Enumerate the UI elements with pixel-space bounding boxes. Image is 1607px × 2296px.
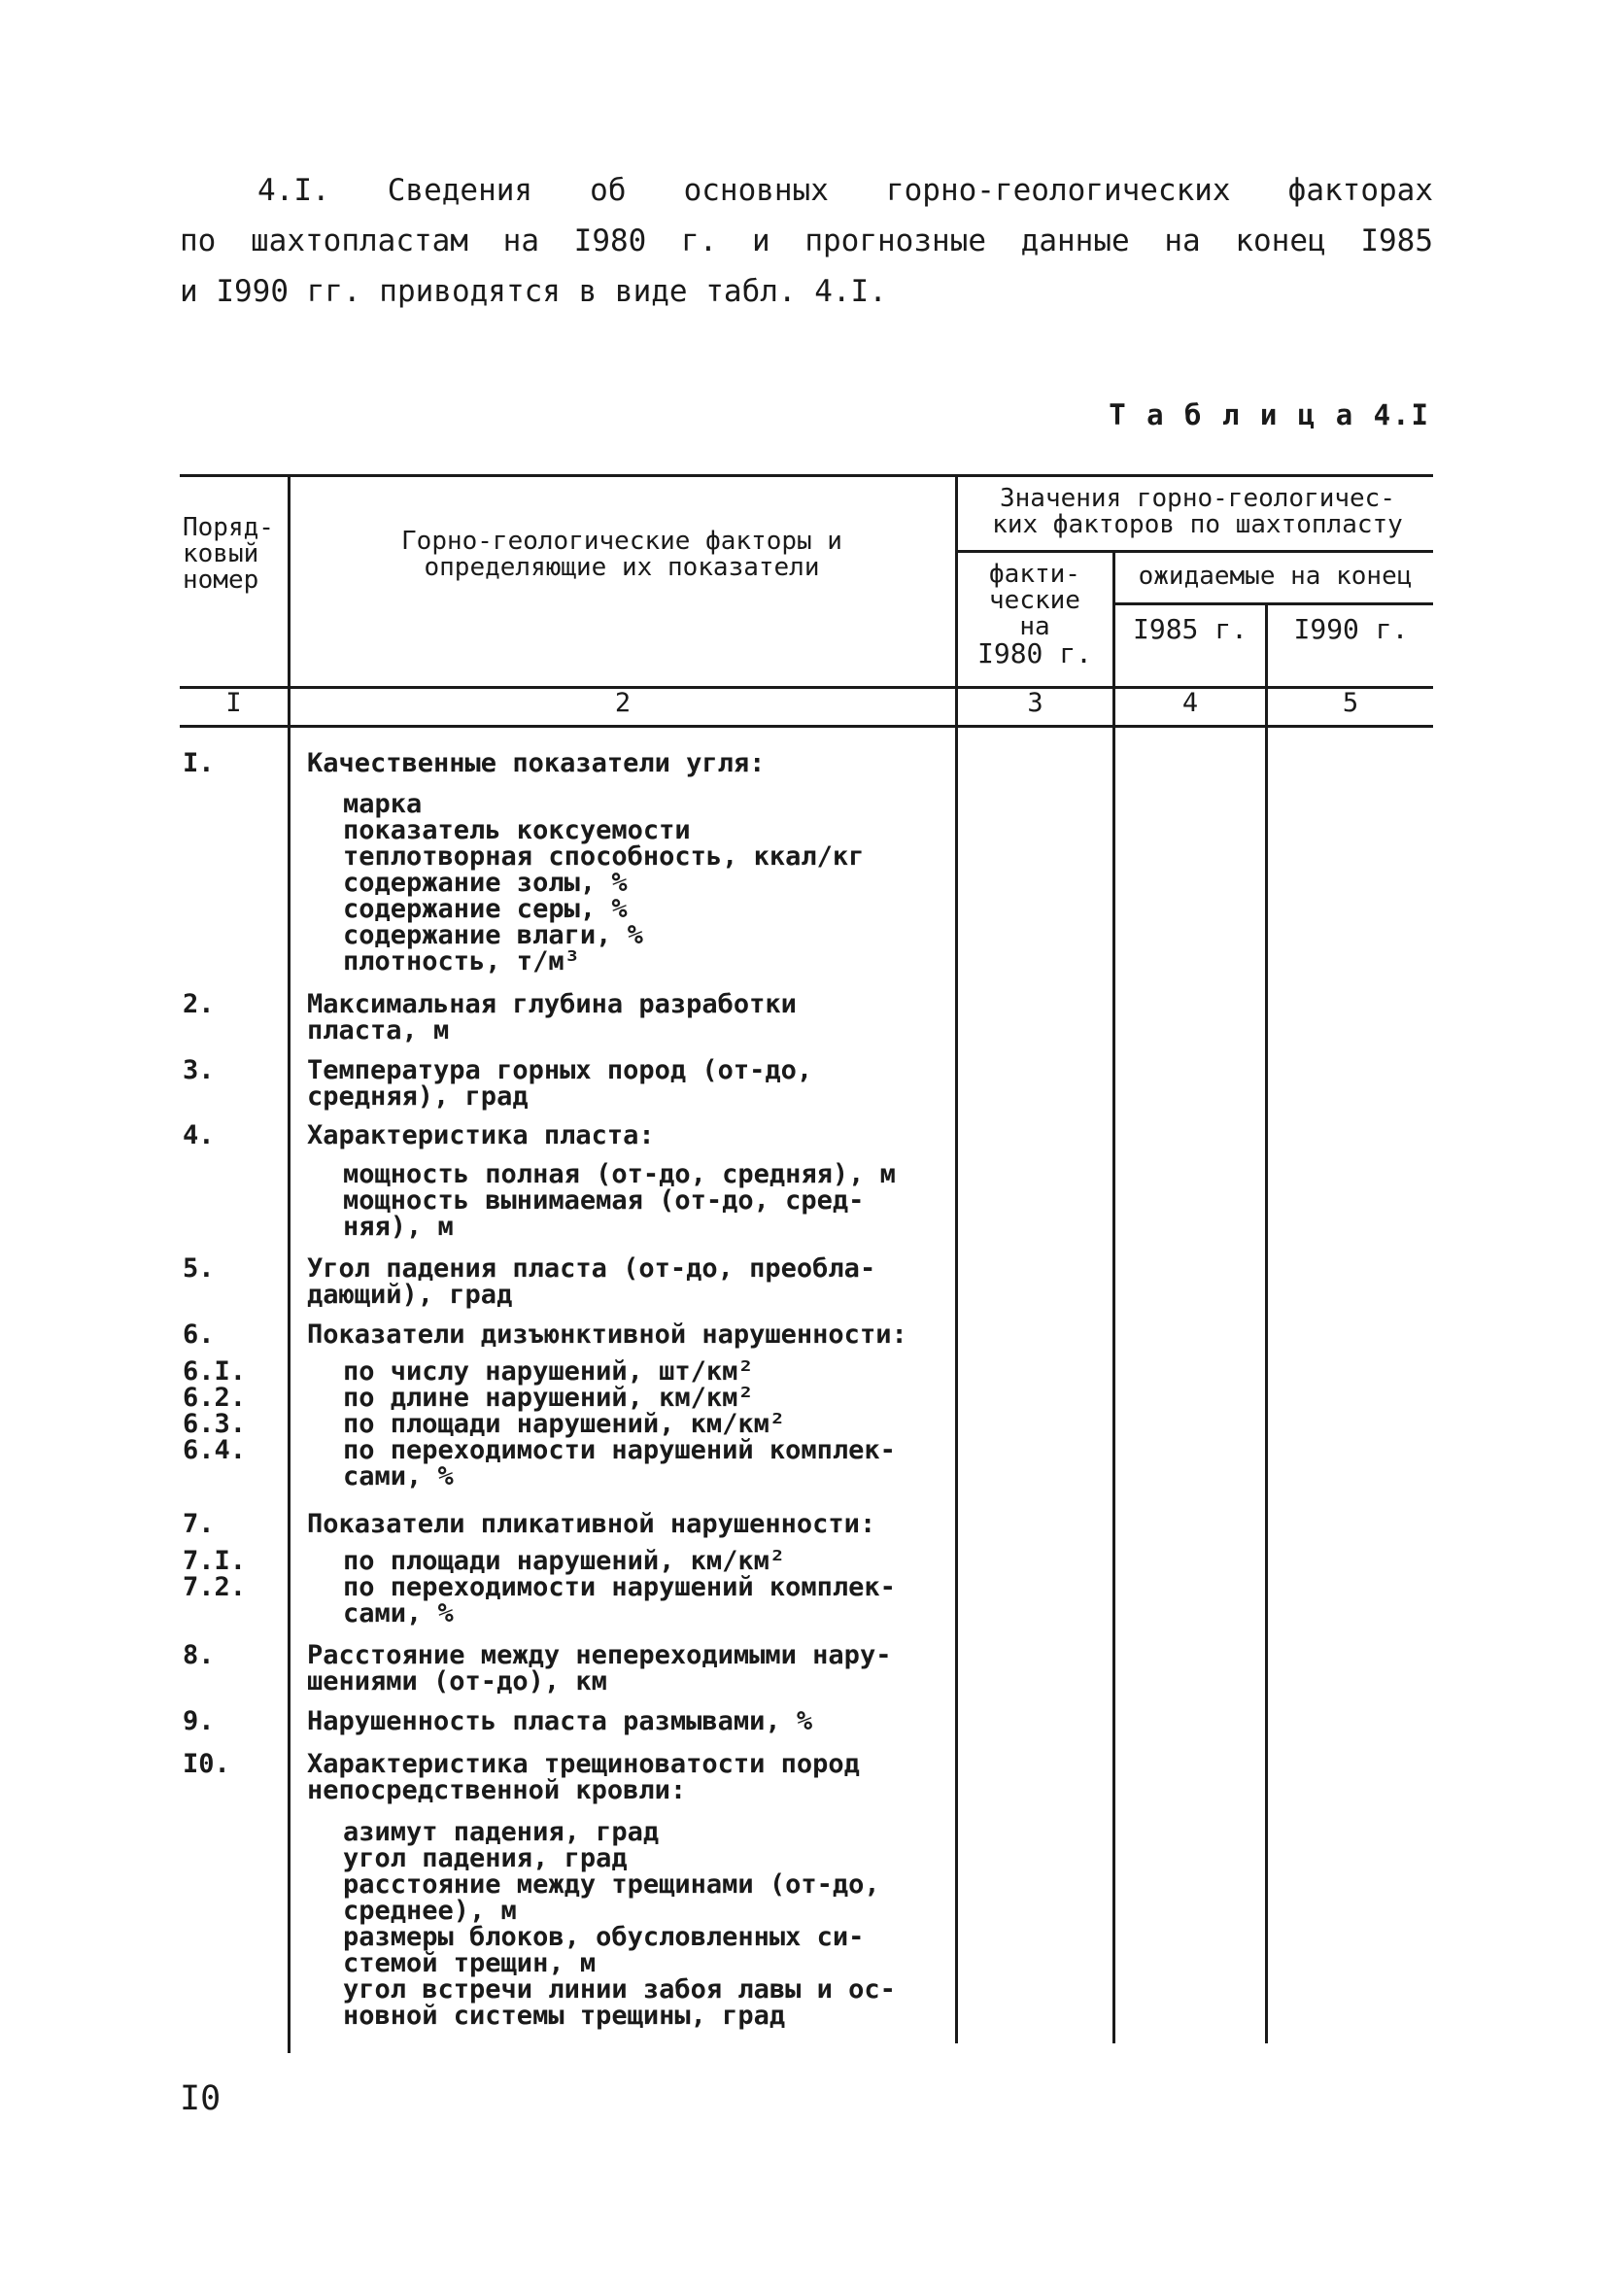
row-item: теплотворная способность, ккал/кг [343, 841, 865, 872]
header-col1-line: Поряд- [183, 513, 274, 542]
row-line: дающий), град [307, 1280, 513, 1310]
values-group-rule [957, 550, 1433, 553]
row-item: размеры блоков, обусловленных си- [343, 1922, 865, 1952]
expected-group-rule [1114, 602, 1433, 605]
row-text [307, 991, 929, 1044]
row-text [307, 1255, 929, 1308]
col-divider-4 [1265, 604, 1268, 2043]
row-title: Показатели пликативной нарушенности: [307, 1509, 876, 1539]
row-line: Нарушенность пласта размывами, % [307, 1706, 813, 1736]
row-item: мощность вынимаемая (от-до, сред- [343, 1185, 865, 1216]
header-col3-line: факти- [989, 560, 1080, 589]
row-items [343, 1358, 936, 1490]
row-subnumber: 6.I. [183, 1356, 247, 1387]
table-caption: Т а б л и ц а 4.I [1109, 398, 1430, 431]
row-subnumbers [183, 1358, 280, 1463]
row-item: расстояние между трещинами (от-до, [343, 1869, 880, 1900]
row-subnumbers [183, 1548, 280, 1600]
column-number-2: 2 [614, 688, 632, 718]
header-col1-line: ковый [183, 539, 259, 568]
header-col4: I985 г. [1132, 613, 1248, 645]
header-col3 [958, 562, 1111, 667]
row-line: Температура горных пород (от-до, [307, 1055, 813, 1085]
row-line: шениями (от-до), км [307, 1666, 607, 1696]
row-item: угол встречи линии забоя лавы и ос- [343, 1974, 896, 2005]
row-title-line: Характеристика трещиноватости пород [307, 1749, 860, 1779]
row-number: 5. [183, 1253, 215, 1284]
header-values-line: ких факторов по шахтопласту [992, 510, 1403, 539]
row-number: I0. [183, 1749, 230, 1779]
row-line: средняя), град [307, 1081, 529, 1112]
header-col1 [183, 515, 285, 594]
row-item: новной системы трещины, град [343, 2001, 786, 2031]
header-values-line: Значения горно-геологичес- [1000, 484, 1395, 513]
column-number-4: 4 [1181, 688, 1199, 718]
column-number-1: I [225, 688, 242, 718]
row-title: Качественные показатели угля: [307, 748, 766, 778]
row-number: 3. [183, 1055, 215, 1085]
row-number: I. [183, 748, 215, 778]
row-item: по переходимости нарушений комплек- [343, 1435, 896, 1465]
row-item: няя), м [343, 1212, 454, 1242]
page-number: I0 [180, 2079, 222, 2118]
column-numbers-rule [180, 725, 1433, 728]
col-divider-3 [1112, 552, 1115, 2043]
row-items [343, 1819, 936, 2029]
row-subnumber: 7.I. [183, 1546, 247, 1576]
row-item: содержание серы, % [343, 894, 628, 924]
header-col1-line: номер [183, 565, 259, 595]
row-item: плотность, т/м³ [343, 946, 580, 977]
row-item: содержание золы, % [343, 868, 628, 898]
row-subnumber: 6.2. [183, 1383, 247, 1413]
row-items [343, 1161, 936, 1240]
header-col3-line: ческие [989, 586, 1080, 615]
row-title-line: непосредственной кровли: [307, 1775, 687, 1805]
row-subnumber: 6.3. [183, 1409, 247, 1439]
row-item: сами, % [343, 1461, 454, 1491]
row-title: Показатели дизъюнктивной нарушенности: [307, 1319, 907, 1350]
row-number: 9. [183, 1706, 215, 1736]
header-col2-line: Горно-геологические факторы и [401, 527, 842, 556]
row-item: угол падения, град [343, 1843, 628, 1873]
header-col3-line: I980 г. [976, 637, 1092, 669]
row-item: показатель коксуемости [343, 815, 691, 845]
row-number: 7. [183, 1509, 215, 1539]
intro-line-2: по шахтопластам на I980 г. и прогнозные данные на конец I985 [180, 223, 1433, 258]
table-top-rule [180, 474, 1433, 477]
intro-line-3: и I990 гг. приводятся в виде табл. 4.I. [180, 274, 887, 309]
header-values-group [962, 486, 1433, 538]
row-number: 4. [183, 1120, 215, 1150]
row-item: марка [343, 789, 423, 819]
row-number: 8. [183, 1640, 215, 1670]
row-item: азимут падения, град [343, 1817, 660, 1847]
row-item: стемой трещин, м [343, 1948, 597, 1978]
row-number: 2. [183, 989, 215, 1019]
row-text [307, 1708, 929, 1734]
row-line: Угол падения пласта (от-до, преобла- [307, 1253, 876, 1284]
row-item: по числу нарушений, шт/км² [343, 1356, 754, 1387]
header-col5: I990 г. [1293, 613, 1409, 645]
row-item: сами, % [343, 1598, 454, 1628]
header-col2 [291, 529, 952, 581]
column-number-5: 5 [1342, 688, 1359, 718]
row-number: 6. [183, 1319, 215, 1350]
row-item: среднее), м [343, 1896, 517, 1926]
row-text [307, 1057, 929, 1110]
row-item: по площади нарушений, км/км² [343, 1546, 786, 1576]
row-title: Характеристика пласта: [307, 1120, 655, 1150]
row-line: Расстояние между непереходимыми нару- [307, 1640, 892, 1670]
row-items [343, 791, 936, 975]
row-item: по длине нарушений, км/км² [343, 1383, 754, 1413]
row-items [343, 1548, 936, 1627]
row-item: по переходимости нарушений комплек- [343, 1572, 896, 1602]
header-col3-line: на [1019, 612, 1050, 641]
row-line: Максимальная глубина разработки [307, 989, 797, 1019]
row-subnumber: 6.4. [183, 1435, 247, 1465]
header-col2-line: определяющие их показатели [424, 553, 820, 582]
intro-paragraph [180, 165, 1433, 317]
row-item: мощность полная (от-до, средняя), м [343, 1159, 896, 1189]
row-line: пласта, м [307, 1015, 450, 1045]
row-text [307, 1642, 929, 1695]
intro-line-1: 4.I. Сведения об основных горно-геологических факторах [257, 173, 1433, 208]
row-item: по площади нарушений, км/км² [343, 1409, 786, 1439]
row-title [307, 1751, 929, 1803]
header-expected-group: ожидаемые на конец [1138, 562, 1413, 591]
row-subnumber: 7.2. [183, 1572, 247, 1602]
row-item: содержание влаги, % [343, 920, 643, 950]
column-number-3: 3 [1027, 688, 1043, 718]
